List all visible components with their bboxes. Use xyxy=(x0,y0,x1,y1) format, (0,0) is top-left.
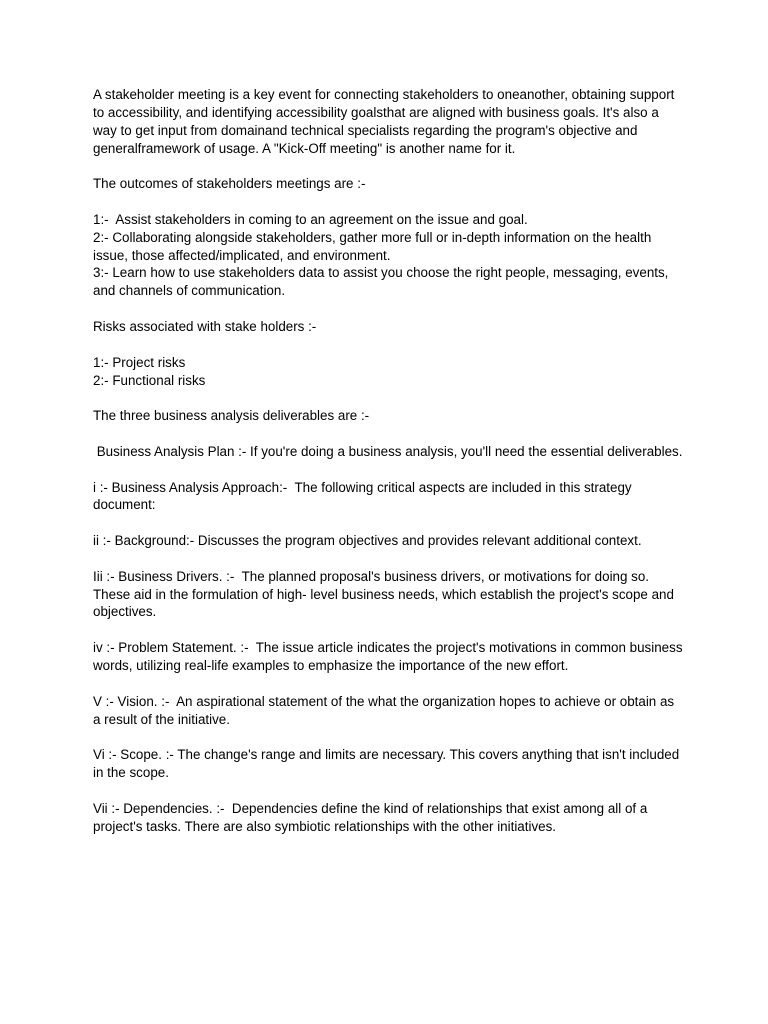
risk-item: 1:- Project risks xyxy=(93,354,186,370)
paragraph-spacer xyxy=(93,193,683,211)
business-analysis-plan: Business Analysis Plan :- If you're doing a business analysis, you'll need the essential deliverables. xyxy=(93,443,683,459)
paragraph-spacer xyxy=(93,621,683,639)
paragraph-spacer xyxy=(93,514,683,532)
paragraph-spacer xyxy=(93,782,683,800)
outcomes-heading: The outcomes of stakeholders meetings are :- xyxy=(93,176,366,192)
outcome-item: 3:- Learn how to use stakeholders data to assist you choose the right people, messaging, events, and channels of communication. xyxy=(93,265,673,299)
outcome-item: 1:- Assist stakeholders in coming to an agreement on the issue and goal. xyxy=(93,211,528,227)
deliverable-item: ii :- Background:- Discusses the program objectives and provides relevant additional context. xyxy=(93,533,642,549)
deliverable-item: V :- Vision. :- An aspirational statement of the what the organization hopes to achieve or obtain as a result of the initiative. xyxy=(93,693,678,727)
intro-paragraph: A stakeholder meeting is a key event for connecting stakeholders to oneanother, obtaining support to accessibility, and identifying accessibility goalsthat are aligned with business goals. It's also a way to get input from domainand technical specialists regarding the program's objective and generalframework of usage. A "Kick-Off meeting" is another name for it. xyxy=(93,87,679,156)
paragraph-spacer xyxy=(93,728,683,746)
deliverables-heading: The three business analysis deliverables are :- xyxy=(93,408,370,424)
paragraph-spacer xyxy=(93,389,683,407)
deliverable-item: Vii :- Dependencies. :- Dependencies define the kind of relationships that exist among all of a project's tasks. There are also symbiotic relationships with the other initiatives. xyxy=(93,800,652,834)
deliverable-item: Vi :- Scope. :- The change's range and limits are necessary. This covers anything that isn't included in the scope. xyxy=(93,747,683,781)
paragraph-spacer xyxy=(93,157,683,175)
deliverable-item: iv :- Problem Statement. :- The issue article indicates the project's motivations in common business words, utilizing real-life examples to emphasize the importance of the new effort. xyxy=(93,640,687,673)
paragraph-spacer xyxy=(93,461,683,479)
risks-heading: Risks associated with stake holders :- xyxy=(93,318,317,334)
paragraph-spacer xyxy=(93,425,683,443)
deliverable-item: i :- Business Analysis Approach:- The following critical aspects are included in this strategy document: xyxy=(93,479,636,513)
risk-item: 2:- Functional risks xyxy=(93,372,206,388)
paragraph-spacer xyxy=(93,675,683,693)
document-page xyxy=(93,86,687,835)
paragraph-spacer xyxy=(93,550,683,568)
paragraph-spacer xyxy=(93,300,683,318)
deliverable-item: Iii :- Business Drivers. :- The planned proposal's business drivers, or motivations for doing so. These aid in the formulation of high- level business needs, which establish the project's scope and objectives. xyxy=(93,568,678,620)
paragraph-spacer xyxy=(93,336,683,354)
outcome-item: 2:- Collaborating alongside stakeholders, gather more full or in-depth information on the health issue, those affected/implicated, and environment. xyxy=(93,229,656,263)
